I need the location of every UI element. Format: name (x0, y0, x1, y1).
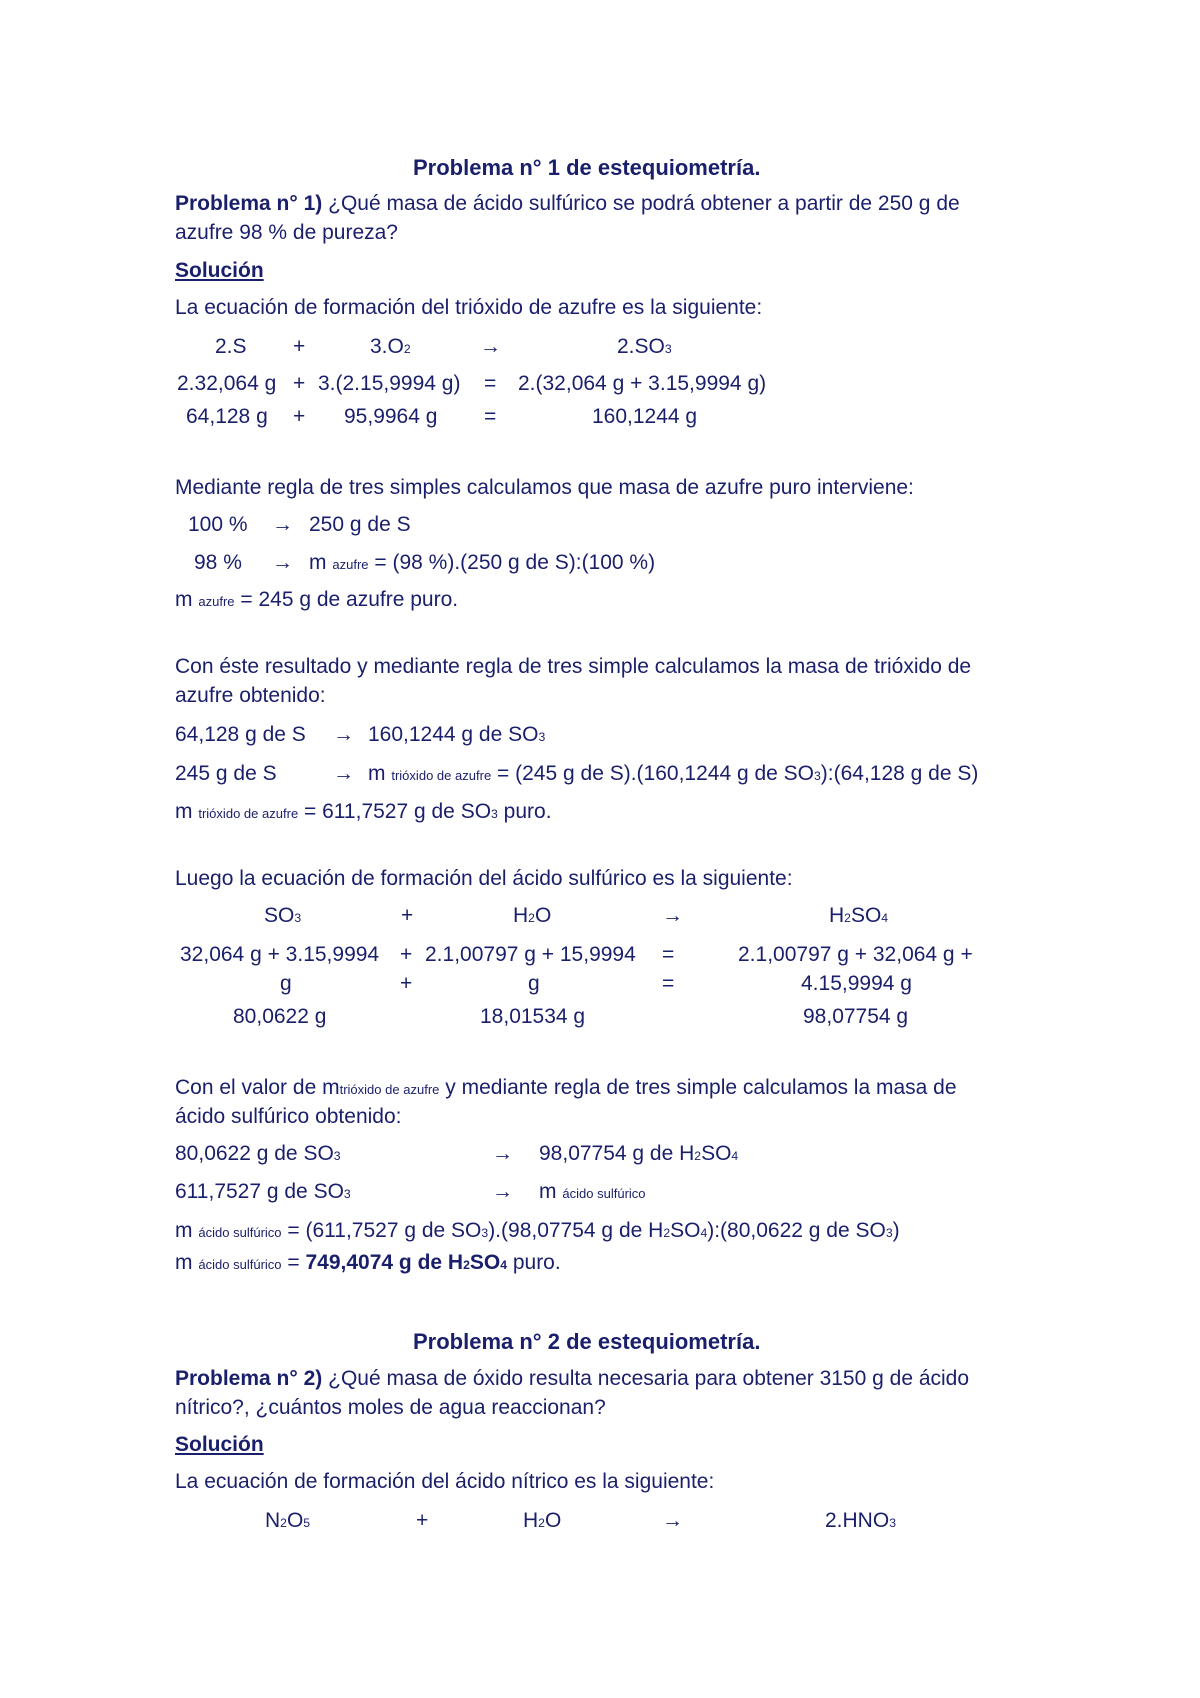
eq3-plus: + (416, 1509, 429, 1532)
rule-2-b-right: m trióxido de azufre = (245 g de S).(160,1244 g de SO3):(64,128 g de S) (368, 762, 979, 785)
rule-2-result: m trióxido de azufre = 611,7527 g de SO3 puro. (175, 800, 552, 823)
eq1-total-so3: 160,1244 g (592, 405, 698, 428)
rule-3-b-right: m ácido sulfúrico (539, 1180, 646, 1203)
eq2-plus: + (401, 904, 414, 927)
eq1-total-plus: + (293, 405, 306, 428)
eq3-reactant-n2o5: N2O5 (265, 1509, 311, 1532)
eq2-reactant-h2o: H2O (513, 904, 552, 927)
rule-3-text: Con el valor de mtrióxido de azufre y mediante regla de tres simple calculamos la masa de (175, 1076, 957, 1099)
rule-2-text-line2: azufre obtenido: (175, 684, 326, 707)
eq2-mass-equals-2: = (662, 972, 675, 995)
eq1-product-so3: 2.SO3 (617, 335, 672, 358)
eq2-mass-h2o-line1: 2.1,00797 g + 15,9994 (425, 943, 636, 966)
eq1-total-equals: = (484, 405, 497, 428)
problem-1-label: Problema n° 1) (175, 192, 323, 215)
eq1-plus: + (293, 335, 306, 358)
eq3-product-hno3: 2.HNO3 (825, 1509, 896, 1532)
eq2-mass-so3-line2: g (280, 972, 292, 995)
rule-1-result: m azufre = 245 g de azufre puro. (175, 588, 459, 611)
eq2-mass-h2o-line2: g (528, 972, 540, 995)
rule-3-formula: m ácido sulfúrico = (611,7527 g de SO3).(98,07754 g de H2SO4):(80,0622 g de SO3) (175, 1219, 900, 1242)
rule-1-b-right: m azufre = (98 %).(250 g de S):(100 %) (309, 551, 656, 574)
rule-2-text: Con éste resultado y mediante regla de tres simple calculamos la masa de trióxido de (175, 655, 972, 678)
eq2-mass-plus: + (400, 943, 413, 966)
problem-1-question (175, 191, 960, 217)
problem-1-question-line2: azufre 98 % de pureza? (175, 221, 398, 244)
eq2-mass-plus-2: + (400, 972, 413, 995)
solution-heading-2: Solución (175, 1433, 264, 1456)
problem-1-title: Problema n° 1 de estequiometría. (413, 155, 761, 180)
rule-2-b-left: 245 g de S (175, 762, 277, 785)
rule-1-b-arrow: → (272, 551, 293, 574)
eq2-total-h2o: 18,01534 g (480, 1005, 586, 1028)
eq1-reactant-s: 2.S (215, 335, 247, 358)
problem-2-label: Problema n° 2) (175, 1367, 323, 1390)
eq1-mass-equals: = (484, 372, 497, 395)
rule-1-text: Mediante regla de tres simples calculamos que masa de azufre puro interviene: (175, 476, 914, 499)
equation-2-intro: Luego la ecuación de formación del ácido sulfúrico es la siguiente: (175, 867, 793, 890)
eq1-mass-plus: + (293, 372, 306, 395)
eq1-mass-s: 2.32,064 g (177, 372, 277, 395)
eq1-total-o2: 95,9964 g (344, 405, 438, 428)
rule-2-a-right: 160,1244 g de SO3 (368, 723, 546, 746)
eq2-total-h2so4: 98,07754 g (803, 1005, 909, 1028)
rule-1-b-left: 98 % (194, 551, 242, 574)
problem-2-question-text: ¿Qué masa de óxido resulta necesaria para obtener 3150 g de ácido (328, 1367, 970, 1390)
eq2-mass-so3-line1: 32,064 g + 3.15,9994 (180, 943, 380, 966)
eq2-product-h2so4: H2SO4 (829, 904, 889, 927)
rule-3-result: m ácido sulfúrico = 749,4074 g de H2SO4 puro. (175, 1251, 561, 1274)
eq2-mass-h2so4-line1: 2.1,00797 g + 32,064 g + (738, 943, 973, 966)
eq3-arrow: → (662, 1509, 683, 1532)
rule-3-text-line2: ácido sulfúrico obtenido: (175, 1105, 402, 1128)
rule-2-a-arrow: → (333, 723, 354, 746)
rule-3-b-left: 611,7527 g de SO3 (175, 1180, 351, 1203)
problem-2-question (175, 1366, 969, 1392)
rule-2-b-arrow: → (333, 762, 354, 785)
rule-3-b-arrow: → (492, 1180, 513, 1203)
rule-3-a-right: 98,07754 g de H2SO4 (539, 1142, 739, 1165)
eq2-mass-h2so4-line2: 4.15,9994 g (801, 972, 912, 995)
rule-2-a-left: 64,128 g de S (175, 723, 306, 746)
eq2-reactant-so3: SO3 (264, 904, 302, 927)
eq2-total-so3: 80,0622 g (233, 1005, 327, 1028)
equation-intro-2: La ecuación de formación del ácido nítrico es la siguiente: (175, 1470, 715, 1493)
eq1-mass-o2: 3.(2.15,9994 g) (318, 372, 461, 395)
rule-1-a-arrow: → (272, 513, 293, 536)
rule-3-a-left: 80,0622 g de SO3 (175, 1142, 341, 1165)
rule-1-a-right: 250 g de S (309, 513, 411, 536)
problem-1-question-text: ¿Qué masa de ácido sulfúrico se podrá obtener a partir de 250 g de (328, 192, 960, 215)
eq1-reactant-o2: 3.O2 (370, 335, 411, 358)
eq1-mass-so3: 2.(32,064 g + 3.15,9994 g) (518, 372, 767, 395)
rule-3-a-arrow: → (492, 1142, 513, 1165)
problem-2-question-line2: nítrico?, ¿cuántos moles de agua reaccionan? (175, 1396, 606, 1419)
eq2-arrow: → (662, 904, 683, 927)
eq1-total-s: 64,128 g (186, 405, 268, 428)
eq2-mass-equals: = (662, 943, 675, 966)
problem-2-title: Problema n° 2 de estequiometría. (413, 1329, 761, 1354)
solution-heading: Solución (175, 259, 264, 282)
final-answer: 749,4074 g de H2SO4 (305, 1251, 507, 1274)
eq3-reactant-h2o: H2O (523, 1509, 562, 1532)
equation-intro: La ecuación de formación del trióxido de azufre es la siguiente: (175, 296, 763, 319)
eq1-arrow: → (480, 335, 501, 358)
rule-1-a-left: 100 % (188, 513, 248, 536)
